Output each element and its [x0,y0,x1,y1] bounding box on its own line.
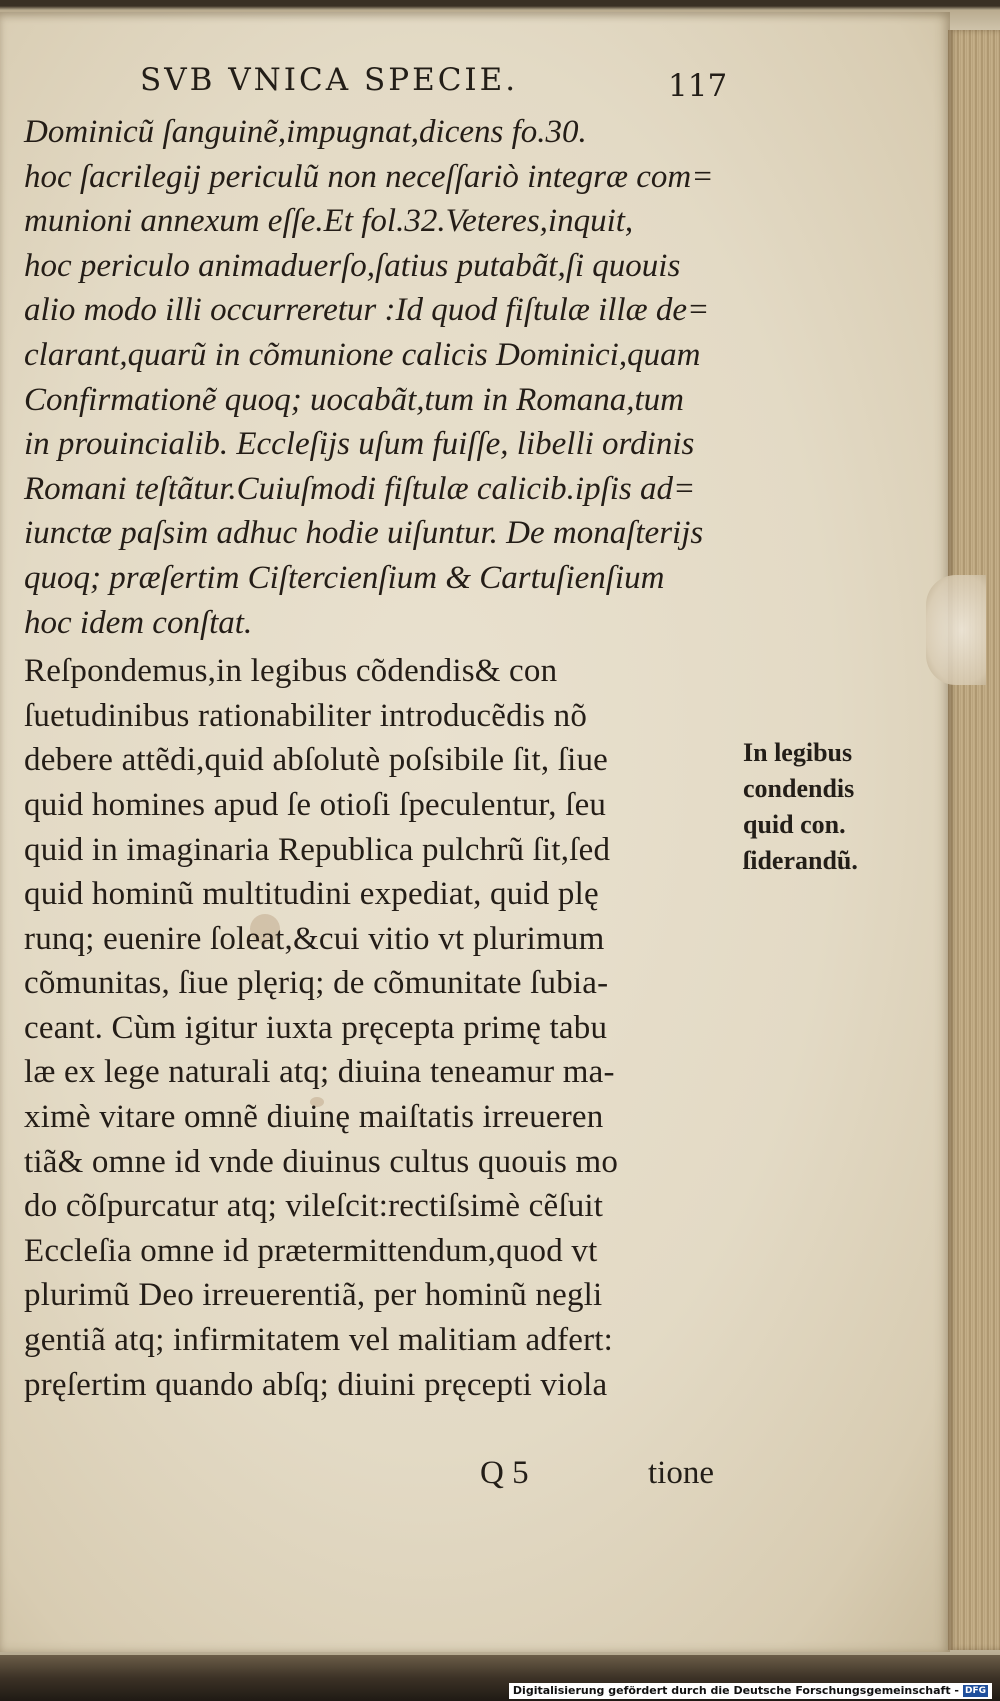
text-line: clarant,quarũ in cõmunione calicis Dominici,quam [24,336,701,373]
text-line: quid hominũ multitudini expediat, quid plę [24,876,599,913]
page-tab [926,575,986,685]
text-line: ceant. Cùm igitur iuxta pręcepta primę tabu [24,1009,608,1046]
text-line: quid homines apud ſe otioſi ſpeculentur, ſeu [24,786,607,823]
page-footer [480,1455,740,1499]
page-header [0,62,950,108]
text-line: Reſpondemus,in legibus cõdendis& con [24,653,558,690]
credit-text: Digitalisierung gefördert durch die Deutsche Forschungsgemeinschaft - [512,1684,959,1697]
text-line: Romani teſtãtur.Cuiuſmodi fiſtulæ calicib.ipſis ad= [24,470,696,507]
margin-line: condendis [743,774,855,803]
text-line: læ ex lege naturali atq; diuina teneamur ma- [24,1054,615,1091]
catchword: tione [648,1455,714,1491]
text-line: ximè vitare omnẽ diuinę maiſtatis irreueren [24,1099,604,1136]
text-line: alio modo illi occurreretur :Id quod fiſtulæ illæ de= [24,292,710,329]
text-line: do cõſpurcatur atq; vileſcit:rectiſsimè cẽſuit [24,1188,604,1225]
main-text [24,110,734,1407]
paragraph-1 [24,110,734,645]
text-line: gentiã atq; infirmitatem vel malitiam adfert: [24,1322,614,1359]
text-line: plurimũ Deo irreuerentiã, per hominũ negli [24,1277,603,1314]
text-line: ſuetudinibus rationabiliter introducẽdis nõ [24,697,588,734]
running-title: SVB VNICA SPECIE. [140,62,519,98]
signature-mark: Q 5 [480,1455,529,1491]
text-line: Dominicũ ſanguinẽ,impugnat,dicens fo.30. [24,114,587,150]
text-line: quid in imaginaria Republica pulchrũ ſit,ſed [24,831,611,868]
text-line: Eccleſia omne id prætermittendum,quod vt [24,1232,598,1269]
margin-line: quid con. [743,810,846,839]
folio-number: 117 [668,68,728,104]
text-line: runq; euenire ſoleat,&cui vitio vt plurimum [24,920,605,957]
text-line: tiã& omne id vnde diuinus cultus quouis mo [24,1143,619,1180]
text-line: hoc ſacrilegij periculũ non neceſſariò integræ com= [24,158,714,195]
text-line: hoc periculo animaduerſo,ſatius putabãt,ſi quouis [24,247,681,284]
margin-line: In legibus [743,738,853,767]
text-line: pręſertim quando abſq; diuini pręcepti viola [24,1366,608,1403]
text-line: Confirmationẽ quoq; uocabãt,tum in Romana,tum [24,381,684,418]
text-line: in prouincialib. Eccleſijs uſum fuiſſe, libelli ordinis [24,426,695,463]
dfg-logo-icon: DFG [964,1686,986,1696]
digitization-credit [509,1683,992,1699]
text-line: munioni annexum eſſe.Et fol.32.Veteres,inquit, [24,203,634,240]
text-line: iunctæ paſsim adhuc hodie uiſuntur. De monaſterijs [24,515,704,552]
text-line: quoq; præſertim Ciſtercienſium & Cartuſienſium [24,559,665,596]
margin-line: ſiderandũ. [743,846,858,875]
paragraph-2 [24,649,734,1407]
text-line: hoc idem conſtat. [24,604,253,641]
page-edges [948,30,1000,1650]
text-line: cõmunitas, ſiue plęriq; de cõmunitate ſubia- [24,965,609,1002]
text-line: debere attẽdi,quid abſolutè poſsibile ſit, ſiue [24,742,608,779]
marginal-note [743,735,903,879]
